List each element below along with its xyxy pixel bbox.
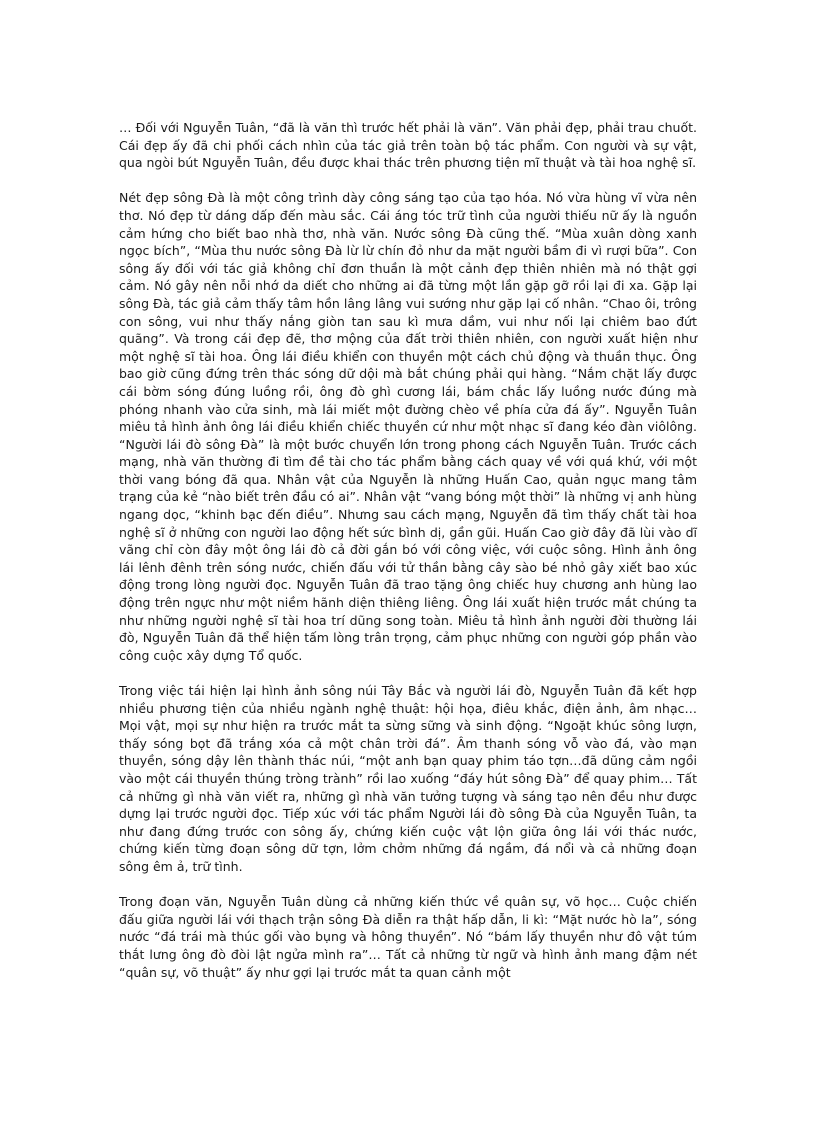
document-page bbox=[119, 119, 697, 999]
paragraph-beauty-of-da-river: Nét đẹp sông Đà là một công trình dày công sáng tạo của tạo hóa. Nó vừa hùng vĩ vừa nên thơ. Nó đẹp từ dáng dấp đến màu sắc. Cái áng tóc trữ tình của người thiếu nữ ấy là nguồn cảm hứng cho biết bao nhà thơ, nhà văn. Nước sông Đà cũng thế. “Mùa xuân dòng xanh ngọc bích”, “Mùa thu nước sông Đà lừ lừ chín đỏ như da mặt người bầm đi vì rượi bữa”. Con sông ấy đối với tác giả không chỉ đơn thuần là một cảnh đẹp thiên nhiên mà nó thật gợi cảm. Nó gây nên nỗi nhớ da diết cho những ai đã từng một lần gặp gỡ rồi lại đi xa. Gặp lại sông Đà, tác giả cảm thấy tâm hồn lâng lâng vui sướng như gặp lại cố nhân. “Chao ôi, trông con sông, vui như thấy nắng giòn tan sau kì mưa dầm, vui như nối lại chiêm bao đứt quãng”. Và trong cái đẹp đẽ, thơ mộng của đất trời thiên nhiên, con người xuất hiện như một nghệ sĩ tài hoa. Ông lái điều khiển con thuyền một cách chủ động và thuần thục. Ông bao giờ cũng đứng trên thác sóng dữ dội mà bắt chúng phải qui hàng. “Nắm chặt lấy được cái bờm sóng đúng luồng rồi, ông đò ghì cương lái, bám chắc lấy luồng nước đúng mà phóng nhanh vào cửa sinh, mà lái miết một đường chèo về phía cửa đá ấy”. Nguyễn Tuân miêu tả hình ảnh ông lái điều khiển chiếc thuyền cứ như một nhạc sĩ đang kéo đàn viôlông. “Người lái đò sông Đà” là một bước chuyển lớn trong phong cách Nguyễn Tuân. Trước cách mạng, nhà văn thường đi tìm đề tài cho tác phẩm bằng cách quay về với quá khứ, với một thời vang bóng đã qua. Nhân vật của Nguyễn là những Huấn Cao, quản ngục mang tâm trạng của kẻ “nào biết trên đầu có ai”. Nhân vật “vang bóng một thời” là những vị anh hùng ngang dọc, “khinh bạc đến điều”. Nhưng sau cách mạng, Nguyễn đã tìm thấy chất tài hoa nghệ sĩ ở những con người lao động hết sức bình dị, gần gũi. Huấn Cao giờ đây đã lùi vào dĩ vãng chỉ còn đây một ông lái đò cả đời gắn bó với công việc, với cuộc sông. Hình ảnh ông lái lênh đênh trên sóng nước, chiến đấu với tử thần bằng cây sào bé nhỏ gây xiết bao xúc động trong lòng người đọc. Nguyễn Tuân đã trao tặng ông chiếc huy chương anh hùng lao động trên ngực như một niềm hãnh diện thiêng liêng. Ông lái xuất hiện trước mắt chúng ta như những người nghệ sĩ tài hoa trí dũng song toàn. Miêu tả hình ảnh người đời thường lái đò, Nguyễn Tuân đã thể hiện tấm lòng trân trọng, cảm phục những con người góp phần vào công cuộc xây dựng Tổ quốc. bbox=[119, 190, 697, 663]
paragraph-intro: … Đối với Nguyễn Tuân, “đã là văn thì trước hết phải là văn”. Văn phải đẹp, phải trau chuốt. Cái đẹp ấy đã chi phối cách nhìn của tác giả trên toàn bộ tác phẩm. Con người và sự vật, qua ngòi bút Nguyễn Tuân, đều được khai thác trên phương tiện mĩ thuật và tài hoa nghệ sĩ. bbox=[119, 120, 697, 171]
paragraph-artistic-means: Trong việc tái hiện lại hình ảnh sông núi Tây Bắc và người lái đò, Nguyễn Tuân đã kết hợp nhiều phương tiện của nhiều ngành nghệ thuật: hội họa, điêu khắc, điện ảnh, âm nhạc… Mọi vật, mọi sự như hiện ra trước mắt ta sừng sững và sinh động. “Ngoặt khúc sông lượn, thấy sóng bọt đã trắng xóa cả một chân trời đá”. Âm thanh sóng vỗ vào đá, vào mạn thuyền, sóng dậy lên thành thác núi, “một anh bạn quay phim táo tợn…đã dũng cảm ngồi vào một cái thuyền thúng tròng trành” rồi lao xuống “đáy hút sông Đà” để quay phim… Tất cả những gì nhà văn viết ra, những gì nhà văn tưởng tượng và sáng tạo nên đều như được dựng lại trước người đọc. Tiếp xúc với tác phẩm Người lái đò sông Đà của Nguyễn Tuân, ta như đang đứng trước con sông ấy, chứng kiến cuộc vật lộn giữa ông lái với thác nước, chứng kiến từng đoạn sông dữ tợn, lởm chởm những đá ngầm, đá nổi và cả những đoạn sông êm ả, trữ tình. bbox=[119, 683, 697, 874]
paragraph-military-knowledge: Trong đoạn văn, Nguyễn Tuân dùng cả những kiến thức về quân sự, võ học… Cuộc chiến đấu giữa người lái với thạch trận sông Đà diễn ra thật hấp dẫn, li kì: “Mặt nước hò la”, sóng nước “đá trái mà thúc gối vào bụng và hông thuyền”. Nó “bám lấy thuyền như đô vật túm thắt lưng ông đò đòi lật ngửa mình ra”… Tất cả những từ ngữ và hình ảnh mang đậm nét “quân sự, võ thuật” ấy như gợi lại trước mắt ta quan cảnh một bbox=[119, 894, 697, 980]
